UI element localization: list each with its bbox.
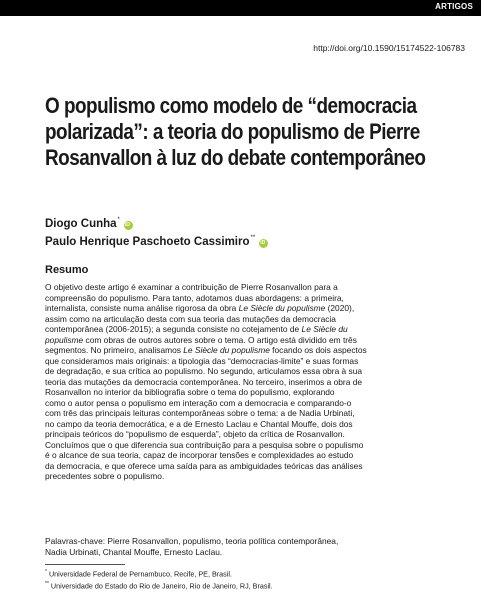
abstract-line xyxy=(45,461,421,472)
abstract-line xyxy=(45,314,421,325)
abstract-line xyxy=(45,324,421,335)
abstract-text: Le Siècle du xyxy=(301,324,348,334)
orcid-icon[interactable] xyxy=(259,239,268,248)
article-title xyxy=(45,93,426,171)
abstract-text: O objetivo deste artigo é examinar a contribuição de Pierre Rosanvallon para a xyxy=(45,282,338,292)
keywords-line: Nadia Urbinati, Chantal Mouffe, Ernesto Laclau. xyxy=(45,546,223,557)
author-affiliation-mark: * xyxy=(117,217,120,223)
abstract-text: Rosanvallon no interior da bibliografia sobre o tema do populismo, explorando xyxy=(45,387,335,397)
author-entry xyxy=(45,236,268,254)
footnote-divider xyxy=(45,564,125,565)
abstract-text: da democracia, e que oferece uma saída para as ambiguidades teóricas das análises xyxy=(45,460,363,471)
abstract-text: que consideramos mais originais: a tipologia das “democracias-limite” e suas formas xyxy=(45,355,359,366)
abstract-text: com três das principais leituras contemporâneas sobre o tema: a de Nadia Urbinati, xyxy=(45,408,355,418)
abstract-text: no campo da teoria democrática, e a de Ernesto Laclau e Chantal Mouffe, dois dos xyxy=(45,418,353,429)
abstract-body xyxy=(45,282,421,482)
abstract-line xyxy=(45,471,421,482)
abstract-text: compreensão do populismo. Para tanto, adotamos duas abordagens: a primeira, xyxy=(45,292,344,303)
abstract-line xyxy=(45,429,421,440)
abstract-line xyxy=(45,282,421,293)
section-label: ARTIGOS xyxy=(435,2,473,11)
title-line: Rosanvallon à luz do debate contemporâneo xyxy=(45,145,426,170)
author-name: Diogo Cunha xyxy=(45,218,117,230)
abstract-text: com obras de outros autores sobre o tema. O artigo está dividido em três xyxy=(83,334,357,345)
abstract-text: de degradação, e sua crítica ao populismo. No segundo, articulamos essa obra à sua xyxy=(45,366,363,376)
abstract-line xyxy=(45,303,421,314)
author-name: Paulo Henrique Paschoeto Cassimiro xyxy=(45,236,250,248)
abstract-text: teoria das mutações da democracia contemporânea. No terceiro, inserimos a obra de xyxy=(45,376,363,387)
abstract-text: assim como na articulação desta com sua teoria das mutações da democracia xyxy=(45,313,336,324)
abstract-line xyxy=(45,387,421,398)
author-entry xyxy=(45,218,268,236)
orcid-icon[interactable] xyxy=(124,221,133,230)
abstract-line xyxy=(45,293,421,304)
abstract-text: precedentes sobre o populismo. xyxy=(45,471,165,481)
footnote-mark: * xyxy=(45,569,47,575)
keywords-line: Palavras-chave: Pierre Rosanvallon, populismo, teoria política contemporânea, xyxy=(45,536,339,546)
footnote-text: Universidade do Estado do Rio de Janeiro, Rio de Janeiro, RJ, Brasil. xyxy=(48,581,273,591)
footnotes xyxy=(45,567,273,592)
section-header-bar xyxy=(0,0,481,16)
author-affiliation-mark: ** xyxy=(250,235,256,241)
title-line: O populismo como modelo de “democracia xyxy=(45,93,417,118)
abstract-text: como o autor pensa o populismo em interação com a democracia e comparando-o xyxy=(45,397,352,408)
abstract-line xyxy=(45,356,421,367)
abstract-text: Le Siècle du populisme xyxy=(238,303,326,313)
author-list xyxy=(45,218,268,254)
abstract-line xyxy=(45,450,421,461)
abstract-line xyxy=(45,408,421,419)
abstract-heading: Resumo xyxy=(45,264,89,276)
footnote-text: Universidade Federal de Pernambuco, Recife, PE, Brasil. xyxy=(46,569,232,579)
abstract-text: populisme xyxy=(45,334,84,345)
abstract-text: focando os dois aspectos xyxy=(269,345,367,355)
keywords xyxy=(45,536,421,557)
abstract-text: segmentos. No primeiro, analisamos xyxy=(45,345,184,355)
abstract-text: (2020), xyxy=(325,303,355,313)
abstract-line xyxy=(45,440,421,451)
abstract-text: Concluímos que o que diferencia sua contribuição para a pesquisa sobre o populismo xyxy=(45,439,364,450)
footnote xyxy=(45,579,273,591)
abstract-text: principais teóricos do “populismo de esquerda”, objeto da crítica de Rosanvallon. xyxy=(45,429,345,439)
abstract-text: internalista, consiste numa análise rigorosa da obra xyxy=(45,303,239,313)
abstract-text: Le Siècle du populisme xyxy=(183,345,270,355)
footnote xyxy=(45,567,273,579)
abstract-line xyxy=(45,398,421,409)
footnote-mark: ** xyxy=(45,581,49,588)
abstract-line xyxy=(45,377,421,388)
abstract-text: contemporânea (2006-2015); a segunda consiste no cotejamento de xyxy=(45,324,302,334)
abstract-line xyxy=(45,345,421,356)
abstract-line xyxy=(45,366,421,377)
abstract-text: é o alcance de sua teoria, capaz de incorporar tensões e complexidades ao estudo xyxy=(45,450,354,460)
abstract-line xyxy=(45,419,421,430)
abstract-line xyxy=(45,335,421,346)
title-line: polarizada”: a teoria do populismo de Pierre xyxy=(45,119,420,144)
doi-link[interactable]: http://doi.org/10.1590/15174522-106783 xyxy=(313,43,465,53)
